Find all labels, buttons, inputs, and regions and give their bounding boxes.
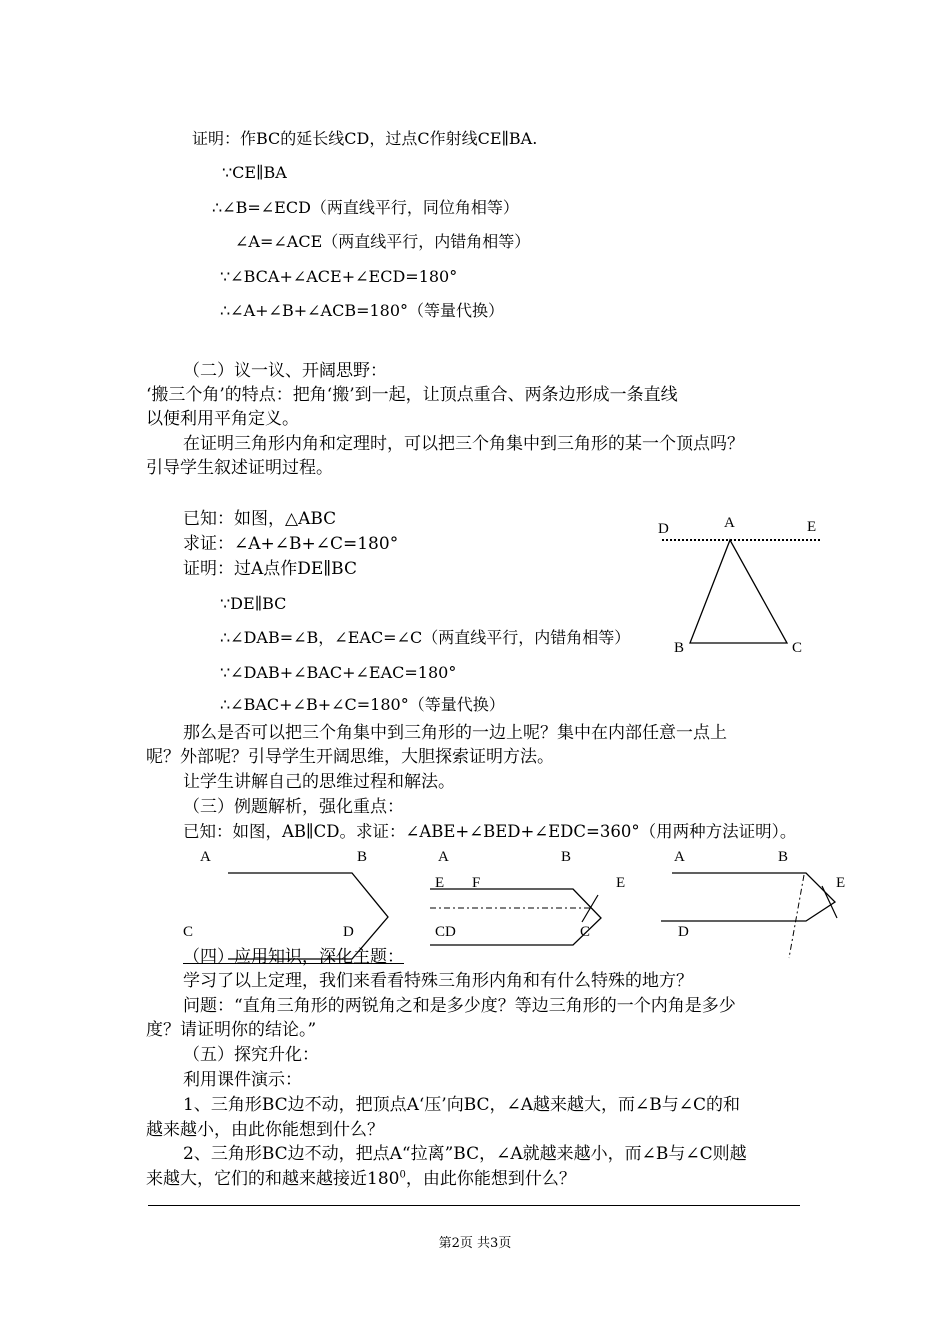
fig1-label-d: D [343, 924, 354, 940]
section5-l3b-pre: 来越大，它们的和越来越接近180 [146, 1169, 400, 1189]
fig1-label-b: B [357, 849, 368, 865]
section5-heading: （五）探究升化： [183, 1045, 319, 1065]
fig2-label-f: F [472, 875, 481, 891]
fig3-aux-line [789, 875, 804, 958]
proof2-s4: ∴∠BAC+∠B+∠C=180°（等量代换） [220, 695, 505, 714]
section5-l2a: 1、三角形BC边不动，把顶点A‘压’向BC，∠A越来越大，而∠B与∠C的和 [183, 1095, 741, 1115]
proof1-line3: ∴∠B=∠ECD（两直线平行，同位角相等） [212, 198, 519, 217]
proof2-prove: 求证：∠A+∠B+∠C=180° [183, 534, 399, 554]
fig3-label-b: B [778, 849, 789, 865]
fig3-lines [661, 873, 835, 921]
discussion-l3: 让学生讲解自己的思维过程和解法。 [183, 772, 455, 792]
section5-l2b: 越来越小，由此你能想到什么？ [146, 1120, 384, 1140]
proof1-line2: ∵CE∥BA [222, 163, 287, 182]
fig2-label-b: B [561, 849, 572, 865]
label-e: E [807, 519, 817, 535]
fig2-label-c: C [580, 924, 591, 940]
triangle-abc [690, 540, 787, 643]
fig1-label-a: A [200, 849, 211, 865]
fig2-label-cd: CD [435, 924, 456, 940]
proof1-line4: ∠A=∠ACE（两直线平行，内错角相等） [235, 232, 531, 251]
fig1-label-c: C [183, 924, 194, 940]
label-a: A [724, 515, 735, 531]
proof1-line1: 证明：作BC的延长线CD，过点C作射线CE∥BA. [192, 129, 538, 148]
section5-l3b-sup: 0 [399, 1169, 406, 1181]
proof2-s3: ∵∠DAB+∠BAC+∠EAC=180° [220, 663, 457, 682]
fig1-lines [228, 873, 388, 959]
fig2-label-e: E [435, 875, 445, 891]
footer-rule [148, 1205, 800, 1206]
proof2-s1: ∵DE∥BC [220, 594, 287, 613]
proof1-line5: ∵∠BCA+∠ACE+∠ECD=180° [220, 267, 458, 286]
proof2-given: 已知：如图，△ABC [183, 509, 337, 529]
section4-l2: 问题：“直角三角形的两锐角之和是多少度？等边三角形的一个内角是多少 [183, 996, 736, 1016]
section2-para1b: 以便利用平角定义。 [146, 409, 299, 429]
proof2-s2: ∴∠DAB=∠B，∠EAC=∠C（两直线平行，内错角相等） [220, 628, 631, 647]
section5-l3b-post: ，由此你能想到什么？ [405, 1169, 576, 1189]
section5-l1: 利用课件演示： [183, 1070, 302, 1090]
section3-heading: （三）例题解析，强化重点： [183, 797, 404, 817]
section5-l3a: 2、三角形BC边不动，把点A“拉离”BC，∠A就越来越小，而∠B与∠C则越 [183, 1144, 747, 1164]
fig2-label-e-right: E [616, 875, 626, 891]
section4-heading-text: （四）应用知识，深化主题： [183, 947, 404, 967]
discussion-l2: 呢？外部呢？引导学生开阔思维，大胆探索证明方法。 [146, 747, 554, 767]
section2-para2b: 引导学生叙述证明过程。 [146, 458, 333, 478]
label-d: D [658, 521, 669, 537]
proof1-line6: ∴∠A+∠B+∠ACB=180°（等量代换） [220, 301, 505, 320]
section2-para1a: ‘搬三个角’的特点：把角‘搬’到一起，让顶点重合、两条边形成一条直线 [146, 385, 678, 405]
discussion-l1: 那么是否可以把三个角集中到三角形的一边上呢？集中在内部任意一点上 [183, 723, 727, 743]
label-c: C [792, 640, 803, 656]
fig3-label-e: E [836, 875, 846, 891]
fig3-label-d: D [678, 924, 689, 940]
proof2-proof: 证明：过A点作DE∥BC [183, 559, 357, 579]
label-b: B [674, 640, 685, 656]
fig3-label-a: A [674, 849, 685, 865]
section2-para2a: 在证明三角形内角和定理时，可以把三个角集中到三角形的某一个顶点吗？ [183, 434, 744, 454]
fig2-label-a: A [438, 849, 449, 865]
page-number: 第2页 共3页 [438, 1236, 512, 1251]
section2-heading: （二）议一议、开阔思野： [183, 361, 387, 381]
section3-problem: 已知：如图，AB∥CD。求证：∠ABE+∠BED+∠EDC=360°（用两种方法证明）。 [183, 822, 797, 841]
section4-l1: 学习了以上定理，我们来看看特殊三角形内角和有什么特殊的地方？ [183, 971, 693, 991]
section4-l3: 度？请证明你的结论。” [146, 1020, 317, 1040]
